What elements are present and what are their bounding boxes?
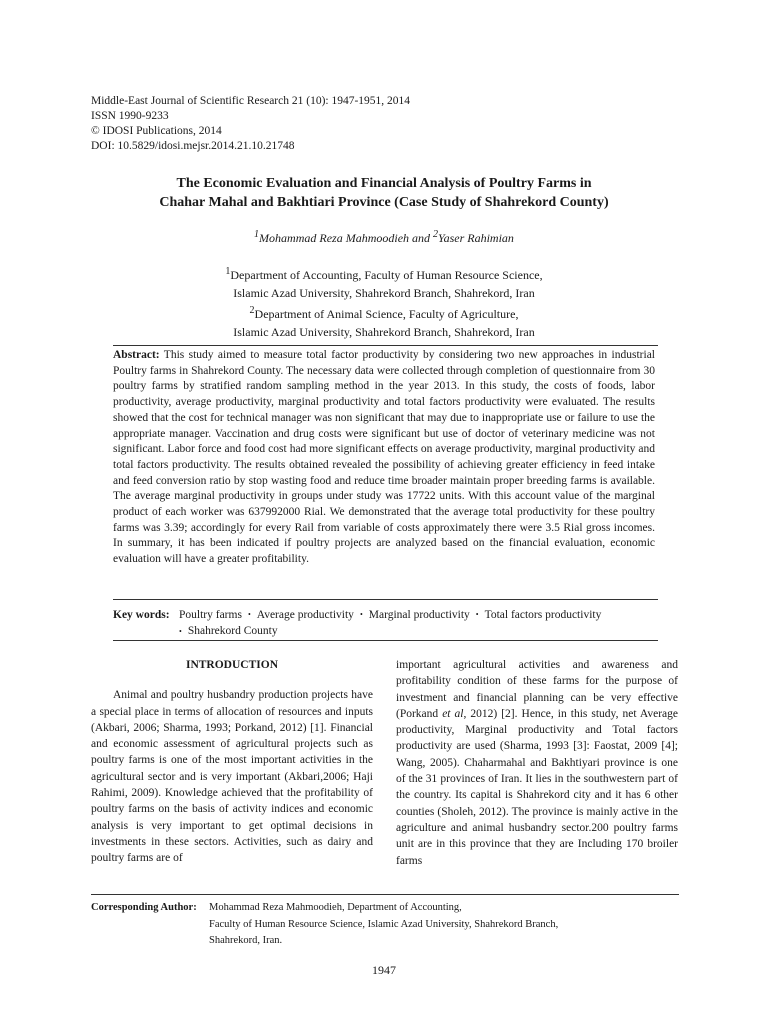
author-1: Mohammad Reza Mahmoodieh <box>259 231 410 245</box>
author-2: Yaser Rahimian <box>438 231 514 245</box>
intro-text-part: important agricultural activities and awareness and profitability condition of these farms for the purpose of investment and financial planning can be very effective (Porkand <box>396 659 678 720</box>
page-number: 1947 <box>372 963 396 977</box>
affiliation-1-line-2: Islamic Azad University, Shahrekord Branch, Shahrekord, Iran <box>233 285 535 300</box>
corresponding-author <box>91 900 558 950</box>
author-list <box>60 229 708 246</box>
et-al-text: et al <box>442 707 464 720</box>
corresponding-row-1 <box>91 900 558 917</box>
affiliations <box>60 263 708 341</box>
author-2-marker: 2 <box>433 229 439 240</box>
keyword: Marginal productivity <box>368 609 470 621</box>
citation: Middle-East Journal of Scientific Research 21 (10): 1947-1951, 2014 <box>91 95 411 107</box>
keywords-top-rule <box>113 599 658 600</box>
keywords-row-2 <box>113 623 658 639</box>
section-heading: INTRODUCTION <box>185 659 278 671</box>
keywords-row-1 <box>113 607 658 623</box>
bullet-icon: • <box>475 610 479 620</box>
keyword: Poultry farms <box>179 609 242 621</box>
keywords-list-continued <box>179 623 278 639</box>
right-column <box>396 657 678 869</box>
keywords-label: Key words: <box>113 609 170 621</box>
affiliation-2-text: Department of Animal Science, Faculty of Agriculture, <box>254 307 519 321</box>
copyright: © IDOSI Publications, 2014 <box>91 125 222 137</box>
footnote-rule <box>91 894 679 895</box>
bullet-icon: • <box>179 626 182 636</box>
intro-paragraph-left: Animal and poultry husbandry production projects have a special place in terms of allocation of resources and inputs (Akbari, 2006; Sharma, 1993; Porkand, 2012) [1]. Financial and economic assessment of agricultural projects such as poultry farms is one of the most important activities in the agricultural sector and is very important (Akbari,2006; Haji Rahimi, 2009). Knowledge achieved that the profitability of poultry farms on the basis of activity indices and economic analysis is very important to get optimal decisions in investments in these sectors. Activities, such as dairy and poultry farms are of <box>91 689 373 865</box>
intro-text-part: , 2012) [2]. Hence, in this study, net Average productivity, Marginal productivity and Total factors productivity are used (Sharma, 1993 [3]: Faostat, 2009 [4]; Wang, 2005). Chaharmahal and Bakhtiyari province is one of the 31 provinces of Iran. It lies in the southwestern part of the country. Its capital is Shahrekord city and it has 6 other counties (Sholeh, 2012). The province is mainly active in the agriculture and animal husbandry sector.200 poultry farms unit are in this province that they are Including 170 broiler farms <box>396 707 678 867</box>
corresponding-line-1: Mohammad Reza Mahmoodieh, Department of Accounting, <box>209 902 462 913</box>
corresponding-row-3 <box>91 933 558 950</box>
abstract-top-rule <box>113 345 658 346</box>
bullet-icon: • <box>359 610 363 620</box>
author-conjunction: and <box>409 231 434 245</box>
doi: DOI: 10.5829/idosi.mejsr.2014.21.10.21748 <box>91 140 295 152</box>
abstract-text: This study aimed to measure total factor productivity by considering two new approaches in industrial Poultry farms in Shahrekord County. The necessary data were collected through completion of questionnaire from 30 poultry farms by stratified random sampling method in the year 2013. In this study, the costs of foods, labor productivity, average productivity, marginal productivity and total factors productivity were evaluated. The results showed that the cost for technical manager was non significant that may due to inappropriate use or failure to use the appropriate manager. Vaccination and drug costs were significant but use of doctor of veterinary medicine was not significant. Labor force and food cost had more significant effects on average productivity, marginal productivity and total factors productivity. The results obtained revealed the possibility of achieving greater efficiency in feed intake and feed conversion ratio by stop wasting food and reduce time broader maintain proper breeding farms is available. The average marginal productivity in groups under study was 17722 units. With this account value of the marginal product of each worker was 637992000 Rial. We demonstrated that the average total productivity for these poultry farms was 3.39; accordingly for every Rail from variable of costs approximately there were 3.5 Rial gross incomes. In summary, it has been indicated if poultry projects are analyzed based on the financial evaluation, economic evaluation will have a greater profitability. <box>113 349 655 566</box>
title-line-1: The Economic Evaluation and Financial Analysis of Poultry Farms in <box>176 176 592 191</box>
keyword: Total factors productivity <box>484 609 602 621</box>
bullet-icon: • <box>247 610 251 620</box>
left-column <box>91 657 373 867</box>
paper-title <box>60 174 708 212</box>
corresponding-label-spacer <box>91 917 209 934</box>
affiliation-1-line-1 <box>60 263 708 285</box>
corresponding-row-2 <box>91 917 558 934</box>
keywords <box>113 607 658 640</box>
affiliation-1-text: Department of Accounting, Faculty of Human Resource Science, <box>230 268 543 282</box>
corresponding-label: Corresponding Author: <box>91 902 197 913</box>
corresponding-line-3: Shahrekord, Iran. <box>209 935 283 946</box>
journal-meta <box>91 94 410 154</box>
keywords-list <box>179 607 601 623</box>
abstract-label: Abstract: <box>113 349 160 361</box>
affiliation-2-line-1 <box>60 302 708 324</box>
affiliation-2-marker: 2 <box>249 305 255 316</box>
keywords-label-spacer <box>113 623 179 639</box>
keyword: Average productivity <box>256 609 354 621</box>
intro-paragraph-right <box>396 657 678 869</box>
title-line-2: Chahar Mahal and Bakhtiari Province (Case Study of Shahrekord County) <box>159 195 609 210</box>
corresponding-line-2: Faculty of Human Resource Science, Islamic Azad University, Shahrekord Branch, <box>209 918 559 930</box>
keyword: Shahrekord County <box>187 625 278 638</box>
author-1-marker: 1 <box>254 229 260 240</box>
keywords-bottom-rule <box>113 640 658 641</box>
affiliation-1-marker: 1 <box>225 266 231 277</box>
corresponding-label-spacer <box>91 933 209 950</box>
affiliation-2-line-2: Islamic Azad University, Shahrekord Branch, Shahrekord, Iran <box>233 324 535 339</box>
abstract <box>113 348 655 568</box>
issn: ISSN 1990-9233 <box>91 110 169 122</box>
